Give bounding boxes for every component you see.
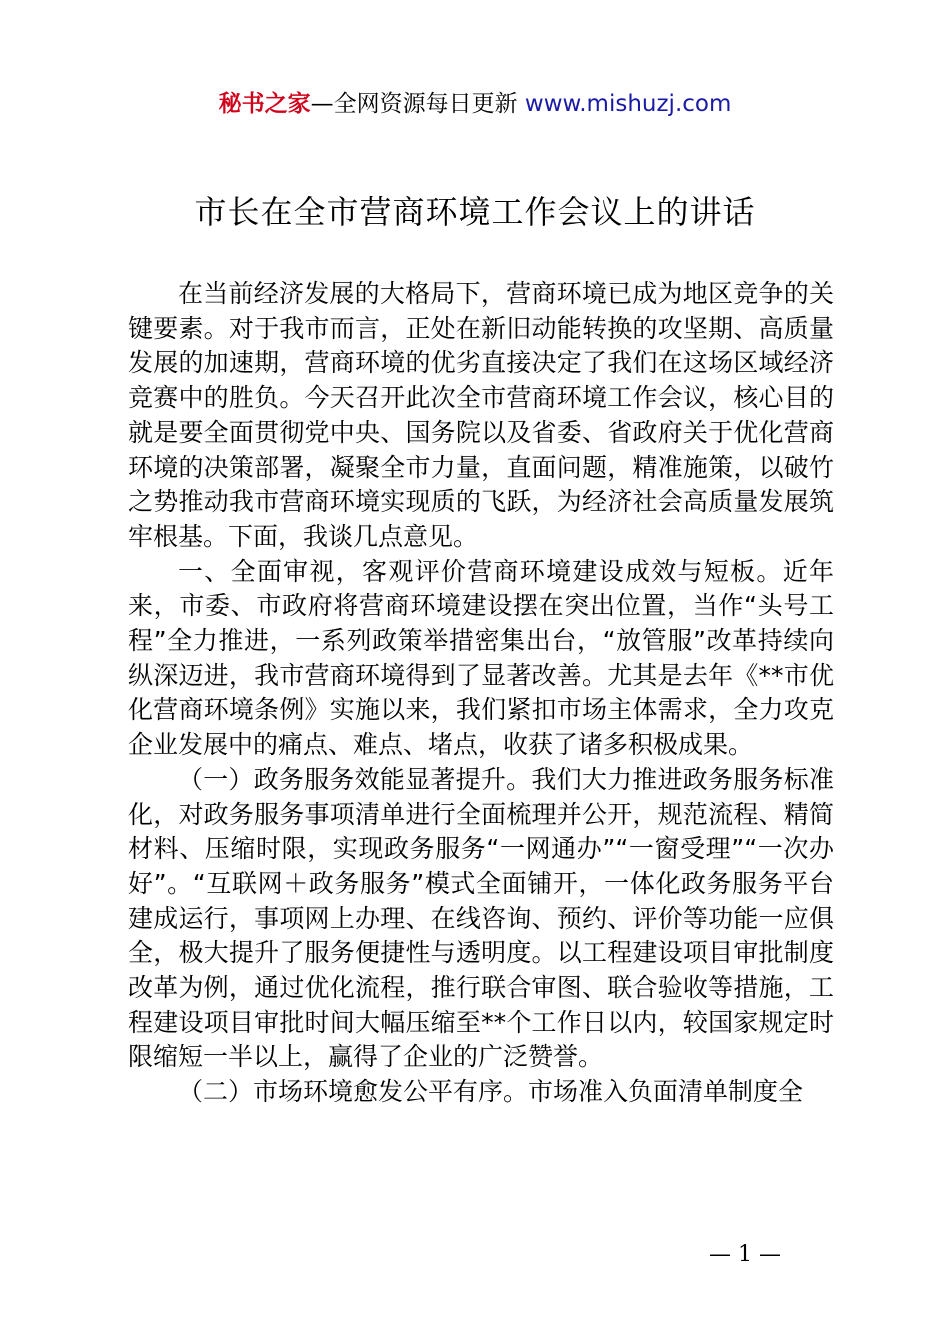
paragraph-intro: 在当前经济发展的大格局下，营商环境已成为地区竞争的关键要素。对于我市而言，正处在新旧动能转换的攻坚期、高质量发展的加速期，营商环境的优劣直接决定了我们在这场区域经济竞赛中的胜负。今天召开此次全市营商环境工作会议，核心目的就是要全面贯彻党中央、国务院以及省委、省政府关于优化营商环境的决策部署，凝聚全市力量，直面问题，精准施策，以破竹之势推动我市营商环境实现质的飞跃，为经济社会高质量发展筑牢根基。下面，我谈几点意见。 — [128, 279, 834, 551]
brand-name: 秘书之家 — [218, 91, 311, 117]
page-number: — 1 — — [709, 1242, 781, 1267]
site-url[interactable]: www.mishuzj.com — [524, 91, 732, 117]
document-title: 市长在全市营商环境工作会议上的讲话 — [194, 193, 756, 231]
header-slogan: —全网资源每日更新 — [310, 91, 518, 117]
paragraph-government-services: （一）政务服务效能显著提升。我们大力推进政务服务标准化，对政务服务事项清单进行全面梳理并公开，规范流程、精简材料、压缩时限，实现政务服务“一网通办”“一窗受理”“一次办好”。“互联网＋政务服务”模式全面铺开，一体化政务服务平台建成运行，事项网上办理、在线咨询、预约、评价等功能一应俱全，极大提升了服务便捷性与透明度。以工程建设项目审批制度改革为例，通过优化流程，推行联合审图、联合验收等措施，工程建设项目审批时间大幅压缩至**个工作日以内，较国家规定时限缩短一半以上，赢得了企业的广泛赞誉。 — [128, 764, 834, 1072]
paragraph-section-one: 一、全面审视，客观评价营商环境建设成效与短板。近年来，市委、市政府将营商环境建设摆在突出位置，当作“头号工程”全力推进，一系列政策举措密集出台，“放管服”改革持续向纵深迈进，我市营商环境得到了显著改善。尤其是去年《**市优化营商环境条例》实施以来，我们紧扣市场主体需求，全力攻克企业发展中的痛点、难点、堵点，收获了诸多积极成果。 — [128, 556, 834, 760]
document-body — [128, 277, 834, 1110]
page-header — [0, 86, 950, 122]
paragraph-market-environment: （二）市场环境愈发公平有序。市场准入负面清单制度全 — [178, 1077, 804, 1107]
